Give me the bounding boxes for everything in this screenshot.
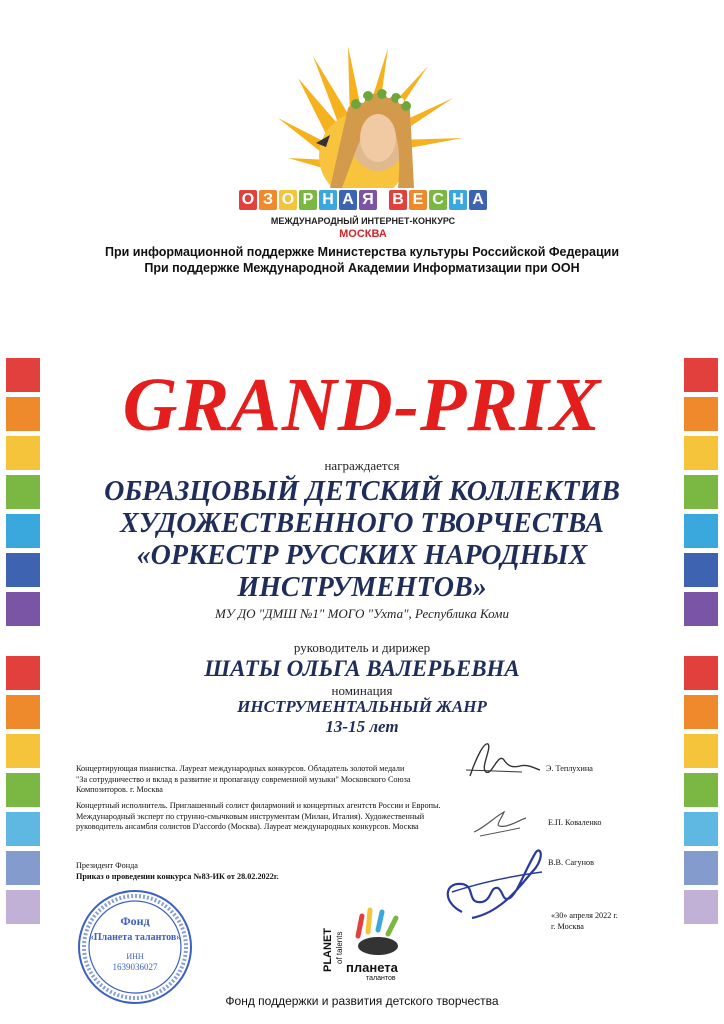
sun-girl-emblem	[238, 38, 488, 188]
recipient-line-1: ОБРАЗЦОВЫЙ ДЕТСКИЙ КОЛЛЕКТИВ	[104, 476, 620, 507]
planet-latin-1: PLANET	[322, 928, 334, 972]
jury-1-name: Э. Теплухина	[546, 764, 593, 773]
jury-2-name: Е.П. Коваленко	[548, 818, 602, 827]
contest-logo	[238, 38, 488, 238]
color-stripe	[684, 812, 718, 846]
jury-1-bio: Концертирующая пианистка. Лауреат международных конкурсов. Обладатель золотой медали "За сотрудничество и вклад в развитие и пропаганду современной музыки" Московского Союза Композиторов. г. Москва	[76, 764, 411, 794]
color-stripe	[6, 734, 40, 768]
leader-role: руководитель и дирижер	[293, 640, 431, 655]
nomination-label: номинация	[331, 683, 393, 698]
color-stripe	[6, 890, 40, 924]
nomination: ИНСТРУМЕНТАЛЬНЫЙ ЖАНР	[237, 697, 487, 716]
brand-letter: В	[389, 190, 407, 210]
signature-2	[470, 806, 530, 840]
planet-of-talents-logo	[318, 906, 408, 990]
brand-letter: Н	[449, 190, 467, 210]
hands-icon	[352, 906, 406, 958]
support-line-1: При информационной поддержке Министерства культуры Российской Федерации	[104, 245, 619, 259]
age-group: 13-15 лет	[325, 717, 399, 736]
brand-letter: О	[239, 190, 257, 210]
brand-letter	[379, 190, 387, 210]
president-name: В.В. Сагунов	[548, 858, 594, 867]
issue-date: «30» апреля 2022 г.	[551, 911, 618, 920]
brand-letter: Я	[359, 190, 377, 210]
jury-2-bio: Концертный исполнитель. Приглашенный солист филармоний и концертных агентств России и Европы. Международный эксперт по струнно-смычковым инструментам (Милан, Италия). Художественный руководитель ансамбля солистов D'accordo (Москва). Лауреат международных конкурсов. Москва	[76, 801, 441, 831]
signature-president	[432, 842, 552, 924]
color-stripe	[6, 812, 40, 846]
color-stripe	[6, 773, 40, 807]
signature-1	[462, 738, 544, 784]
stamp-text-1: Фонд	[120, 914, 150, 928]
contest-subtitle: МЕЖДУНАРОДНЫЙ ИНТЕРНЕТ-КОНКУРС	[270, 216, 456, 226]
stamp-rings	[76, 888, 194, 1006]
brand-letter: Е	[409, 190, 427, 210]
planet-ru-1: планета	[346, 960, 398, 975]
issue-city: г. Москва	[551, 922, 584, 931]
color-stripe	[6, 851, 40, 885]
awarded-label: награждается	[324, 458, 400, 473]
contest-name-letters	[238, 190, 488, 210]
recipient-line-2: ХУДОЖЕСТВЕННОГО ТВОРЧЕСТВА	[120, 508, 604, 539]
planet-ru-2: талантов	[366, 975, 396, 982]
color-stripe	[684, 773, 718, 807]
color-stripe	[684, 734, 718, 768]
brand-letter: З	[259, 190, 277, 210]
award-title: GRAND-PRIX	[122, 363, 602, 447]
color-stripe	[684, 851, 718, 885]
recipient-line-3: «ОРКЕСТР РУССКИХ НАРОДНЫХ	[136, 540, 588, 571]
brand-letter: А	[339, 190, 357, 210]
footer-foundation: Фонд поддержки и развития детского творчества	[225, 994, 499, 1008]
leader-name: ШАТЫ ОЛЬГА ВАЛЕРЬЕВНА	[204, 656, 520, 681]
stamp-text-3: ИНН	[126, 952, 144, 961]
brand-letter: А	[469, 190, 487, 210]
brand-letter: Н	[319, 190, 337, 210]
institution: МУ ДО "ДМШ №1" МОГО "Ухта", Республика Коми	[215, 606, 509, 621]
brand-letter: Р	[299, 190, 317, 210]
stamp-text-2: «Планета талантов»	[88, 932, 182, 943]
contest-city: МОСКВА	[339, 228, 387, 240]
brand-letter: О	[279, 190, 297, 210]
support-line-2: При поддержке Международной Академии Информатизации при ООН	[144, 261, 580, 275]
stamp-text-4: 1639036027	[112, 962, 158, 972]
recipient-line-4: ИНСТРУМЕНТОВ»	[237, 572, 487, 603]
color-stripe	[684, 890, 718, 924]
president-role: Президент Фонда	[76, 861, 138, 870]
brand-letter: С	[429, 190, 447, 210]
official-stamp	[76, 888, 194, 1006]
contest-order: Приказ о проведении конкурса №83-ИК от 28.02.2022г.	[76, 872, 279, 881]
planet-latin-2: of talents	[335, 931, 344, 964]
